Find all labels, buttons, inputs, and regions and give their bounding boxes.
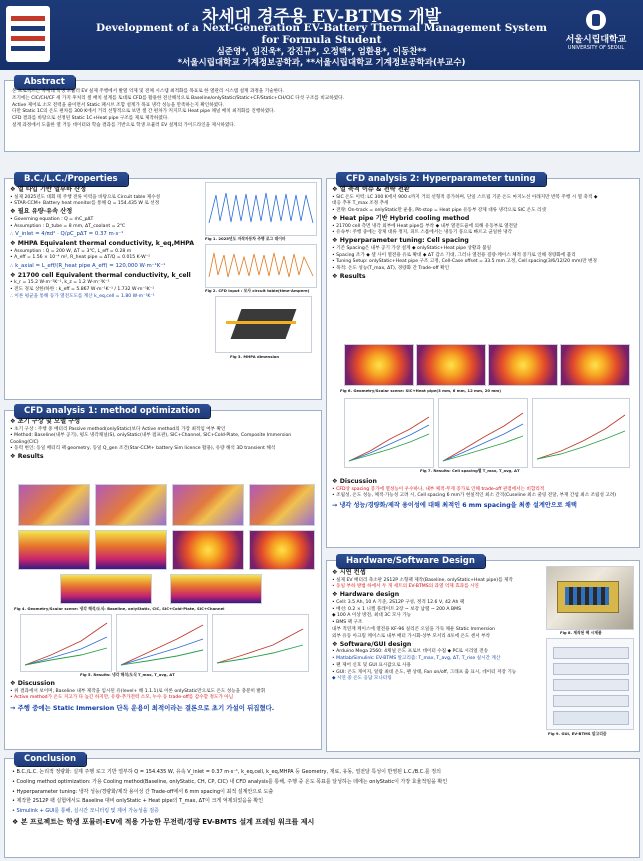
fig3-mhpa-dimension [215,296,312,353]
bc-text: ❖ 열 타입 기반 열부하 산정 • 실제 2025년도 대회 테 주행 전류 이력을 바탕으로 Circuit table 제수성 • STAR-CCM+ Battery heat monitor를 통해 Q = 154.435 W 로 선정 ❖ 필요 유량·유속 산정 • Governing equation : Q = ṁC_pΔT • Assumption : D_tube = 8 mm, ΔT_coolant = 2℃ ∴ V_inlet = 4/πd² · Q/ρC_pΔT = 0.37 m·s⁻¹ ❖ MHPA Equivalent thermal conductivity, k_eq,MHPA • Assumption : Q = 200 W, ΔT = 3℃, L_eff = 0.28 m • A_eff = 1.56 × 10⁻⁴ m², R_heat pipe = ΔT/Q = 0.015 K·W⁻¹ ∴ k_axial = L_eff/(R_heat pipe A_eff) = 120,000 W·m⁻¹K⁻¹ ❖ 21700 cell Equivalent thermal conductivity, k_cell • k_r = 15.2 W·m⁻¹K⁻¹, k_z = 1.2 W·m⁻¹K⁻¹ • 전도 경로 상한/하한 : k_eff = 5.867 W·m⁻¹K⁻¹ / 1.732 W·m⁻¹K⁻¹ ∴ 이론 평균을 통해 등가 열전도도를 계산 k_eq,cell = 1.80 W·m⁻¹K⁻¹ [10,186,195,299]
fig7-caption: Fig 7. Results: Cell spacing별 T_max, T_avg, ΔT [420,468,520,473]
hw-heading: Hardware/Software Design [336,554,485,568]
hw-text: ❖ 시연 컨셉 • 실제 EV 배터리 축소판 2S12P 소형팩 제작(Baseline, onlyStatic+Heat pipe)를 제작 • 동일 부하 방법 하에서 두 개 세트의 EV-BTMS의 과열 억제 효과를 시연 ❖ Hardware design • Cell: 3.5 Ah, 10 A 기준, 2S12P 구성, 정격 12.6 V, 42 Ah 팩 • 배선: 0.2 × 1 니켈 플레이트 2장 ~ 보강 납땜 ~ 200 A BMS ◆ 100 A 이상 방전, 최대 3C 모사 가능 • BMS 팩 구조 내부 적연재 케이스에 열전용 KF-96 실리콘 오일을 가득 채운 Static Immersion 외부 유동 아크릴 케이스로 내부 배터 가시화·상부 모서리 4포에 온도 센서 부착 ❖ Software/GUI design • Arduino Mega 2560: 4채널 온도 프로브 데이터 수집 ◆ PC로 시리얼 전송 • Matlab/Simulink: EV-BTMS 알고리즘: T_max, T_avg, ΔT, T_rise 실시간 계산 • 팬 제어 신호 및 GUI 표시값으로 사용 • GUI: 온도 게이지, 알람 최대 온도, 팬 상태, Fan on/off, 그래프 출 표시, 데이터 저장 기능 ◆ 시연 중 온도 응답 모니터링 [332,569,517,682]
university-logo: 서울시립대학교 UNIVERSITY OF SEOUL [555,10,637,54]
abstract-text: 본 프로젝트는 차세대 학생 포뮬러 EV 실제 주행에서 발열 억제 및 전체 시스템 최적화를 목표로 한 열관리 시스템 설계 과정을 기술한다. 조기에는 CIC/CH/CF 세 가지 후처리 셀 배치 설계를 토대로 CFD를 활용한 전산해석으로 Baseline/onlyStatic/Static+CF/Static+CH/CIC 다섯 구조를 비교하였다. Active 제어로 소모 전력을 줄이면서 Static 패시브 조합 설계가 목표 냉각 성능을 만족하는지 확인하였다. 다만 Static 1C의 온도 편차를 300 K에서 거리 선형적으로 보면 셀 간 편차가 커지므로 Heat pipe 채널 배치 최적화를 진행하였다. CFD 결과를 바탕으로 선정된 Static 1C+Heat pipe 구조를 제로 제작하였다. 설계 과정에서 도출한 열 거동 데이터와 학습 결과를 기반으로 학생 포뮬러 EV 설계의 가이드라인을 제시하였다. [12,89,344,128]
fig4-scalar-coldplate [60,574,152,604]
cfd1-discussion: ❖ Discussion • 위 결과에서 보이며, Baseline 내부 제작을 임시된 유(level+ 해 1.1.1)로 이론 onlyStatic만으로도 온도 성능을 충분히 발휘 • Active method가 온도 지고가 다 높긴 하지만, 유량-추가전력 소모, 누수 등 trade-off를 감수할 정도가 아님 → 주행 중에는 Static Immersion 단독 운용이 최적이라는 결론으로 초기 가설이 뒤집혔다. [10,680,275,712]
authors: 심준영*, 임진욱*, 강진규*, 오정택*, 엄환용*, 이동찬** [216,47,427,57]
fig6-caption: Fig 6. Geometry/Scalar scene: SIC+Heat pipe(3 mm, 6 mm, 12 mm, 20 mm) [340,388,501,393]
fig7-plot-tavg [438,398,528,468]
fig5-plot-dt [212,614,309,672]
fig4-scalar-channel [170,574,262,604]
fig4-geometry-sic [249,484,315,526]
fig4-geometry-baseline [18,484,90,526]
fig6-spacing-12mm [488,344,558,386]
fig8-caption: Fig 8. 제작된 팩 시제품 [560,630,602,635]
cfd2-discussion: ❖ Discussion • CFD상 spacing 증가에 열성능이 우수하나, 내부 체적·무게 증가로 인해 trade-off 관점에서는 비합리적 • 조립성, 온도 성능, 체적·가능성 고려 시, Cell spacing 6 mm가 현실적인 최소 간격(Cuseline 최소 쿨링 전달, 부재 간섭 최소 조립성 고려) → 냉각 성능/경량화/제작 용이성에 대해 최적인 6 mm spacing을 최종 설계안으로 채택 [332,478,617,509]
bc-heading: B.C./L.C./Properties [14,172,128,186]
cfd2-heading: CFD analysis 2: Hyperparameter tuning [336,172,546,186]
abstract-heading: Abstract [14,75,75,89]
fig4-scalar-onlystatic [95,530,167,570]
fig5-caption: Fig 5. Results: 냉각 해석/도식 T_max, T_avg, ΔT [80,672,175,677]
fig7-plot-dt [532,398,630,468]
conclusion-heading: Conclusion [14,752,86,766]
emblem-icon [586,10,606,30]
fig7-plot-tmax [344,398,434,468]
fig5-plot-tavg [116,614,208,672]
fig4-scalar-cic [172,530,244,570]
poster-title: 차세대 경주용 EV-BTMS 개발 [201,7,442,27]
cfd2-text: ❖ 열 축적 이슈 & 전략 전환 • SIC 온도 이력: LC 300 K에서 900 s까지 거의 선형적 증가하며, 단일 스트립 기준 온도 마지노선 아래지만 반복 주행 시 열 축적 ◆ 대응 추후 T_max 조정 추세 • 전략: On-track = onlyStatic만 운용, Pit-stop = Heat pipe 유동부 강제 대류 냉각으로 SIC 온도 리셋 ❖ Heat pipe 기반 Hybrid cooling method • 21700 cell 측면 냉각 외부에 Heat pipe를 부착 ◆ 내부 열전도율에 의해 유동부로 열전달 • 유속부: 주행 중에는 강제 대류 정지, 피트 스톱에서는 냉동기 풍으로 빠르고 균일한 냉각 ❖ Hyperparameter tuning: Cell spacing • 기존 Spacing은 내부 공기 가상 설계 ◆ onlyStatic+Heat pipe 상황과 불일 • Spacing 조가 ◆ 셀 사이 열전용 유로 확대 ◆ ΔT 감소 기대, 그러나 열전용 질량·케이스 체적 증가로 인해 경량화에 불리 • Tuning Setup: onlyStatic+Heat pipe 구조 고정, Cell-Case offset = 33.5 mm 고정, Cell spacing(3/6/12/20 mm)만 변경 • 목적: 온도 성능(T_max, ΔT), 경량화 간 Trade-off 확인 ❖ Results [332,186,598,280]
author-block [0,47,643,69]
affiliations: *서울시립대학교 기계정보공학과, **서울시립대학교 기계정보공학과(부교수) [177,58,466,68]
fig6-spacing-6mm [416,344,486,386]
poster-subtitle: Development of a Next-Generation EV-Battery Thermal Management System for Formula Student [95,22,547,46]
fig6-spacing-20mm [560,344,630,386]
fig4-geometry-cic [172,484,244,526]
fig4-scalar-baseline [18,530,90,570]
fig1-caption: Fig 1. 2025년도 자작자동차 주행 로그 데이터 [205,236,286,241]
fig9-gui-screenshot [546,638,634,730]
fig2-caption: Fig 2. CFD input : 모사 circuit table(time-Ampere) [205,288,310,293]
fig5-plot-tmax [20,614,112,672]
fig3-caption: Fig 3. MHPA dimension [230,354,280,359]
fig9-caption: Fig 9. GUI, EV-BTMS 알고리즘 [548,731,607,736]
cfd1-text: ❖ 초기 구상 및 모델 구성 • 초기 구상 : 주행 중 배터리 Passive method(onlyStatic)보다 Active method의 가장 최적임 여부 확인 • Method: Baseline(내부 공기), 평도 냉각채널(S), onlyStatic(내부 펌프관), SIC+Channel, SIC+Cold-Plate, Composite Immersion Cooling(CIC) • 동력 변인: 동일 배터리 팩 geometry, 동일 Q_gen 조건(Star-CCM+ battery Sim licence 활용), 유량 해석 3D transient 해석 ❖ Results [10,418,292,461]
fig8-pack-photo [546,566,634,630]
conclusion-text: • B.C./L.C. 논리적 정량화: 실제 주행 로그 기반 열부하 Q = 154.435 W, 유속 V_inlet = 0.37 m·s⁻¹, k_eq,cell, k_eq,MHPA 등 Geometry, 재료, 유동, 열전달 특성이 반영된 L.C./B.C.를 정의 • Cooling method optimization: 가용 Cooling method(Baseline, onlyStatic, CH, CP, CIC) 내 CFD analysis를 통해, 주행 중 온도 목표를 달성하는 데에는 onlyStatic이 가장 효율적임을 확인 • Hyperparameter tuning: 냉각 성능/경량화/제작 용이성 간 Trade-off에서 6 mm spacing이 최적 설계안으로 도출 • 제작한 2S12P 팩 실험에서도 Baseline 대비 onlyStatic + Heat pipe의 T_max, ΔT이 크게 억제되었음을 확인 • Simulink + GUI를 통해, 실시간 모니터링 및 제어 가능성을 검증 ❖ 본 프로젝트는 학생 포뮬러-EV에 적용 가능한 무전력/경량 EV-BMTS 설계 프레임 워크를 제시 [12,769,448,826]
fig6-spacing-3mm [344,344,414,386]
cfd1-heading: CFD analysis 1: method optimization [14,404,210,418]
fig4-scalar-sic [249,530,315,570]
header [0,0,643,70]
fig4-geometry-onlystatic [95,484,167,526]
fig2-circuit-table [205,244,317,288]
fig1-drive-log-plot [205,182,317,236]
fig4-caption: Fig 4. Geometry/Scalar scene: 냉각 해석/도식: Baseline, onlyStatic, CIC, SIC+Cold-Plate, SIC+Channel [14,606,225,611]
